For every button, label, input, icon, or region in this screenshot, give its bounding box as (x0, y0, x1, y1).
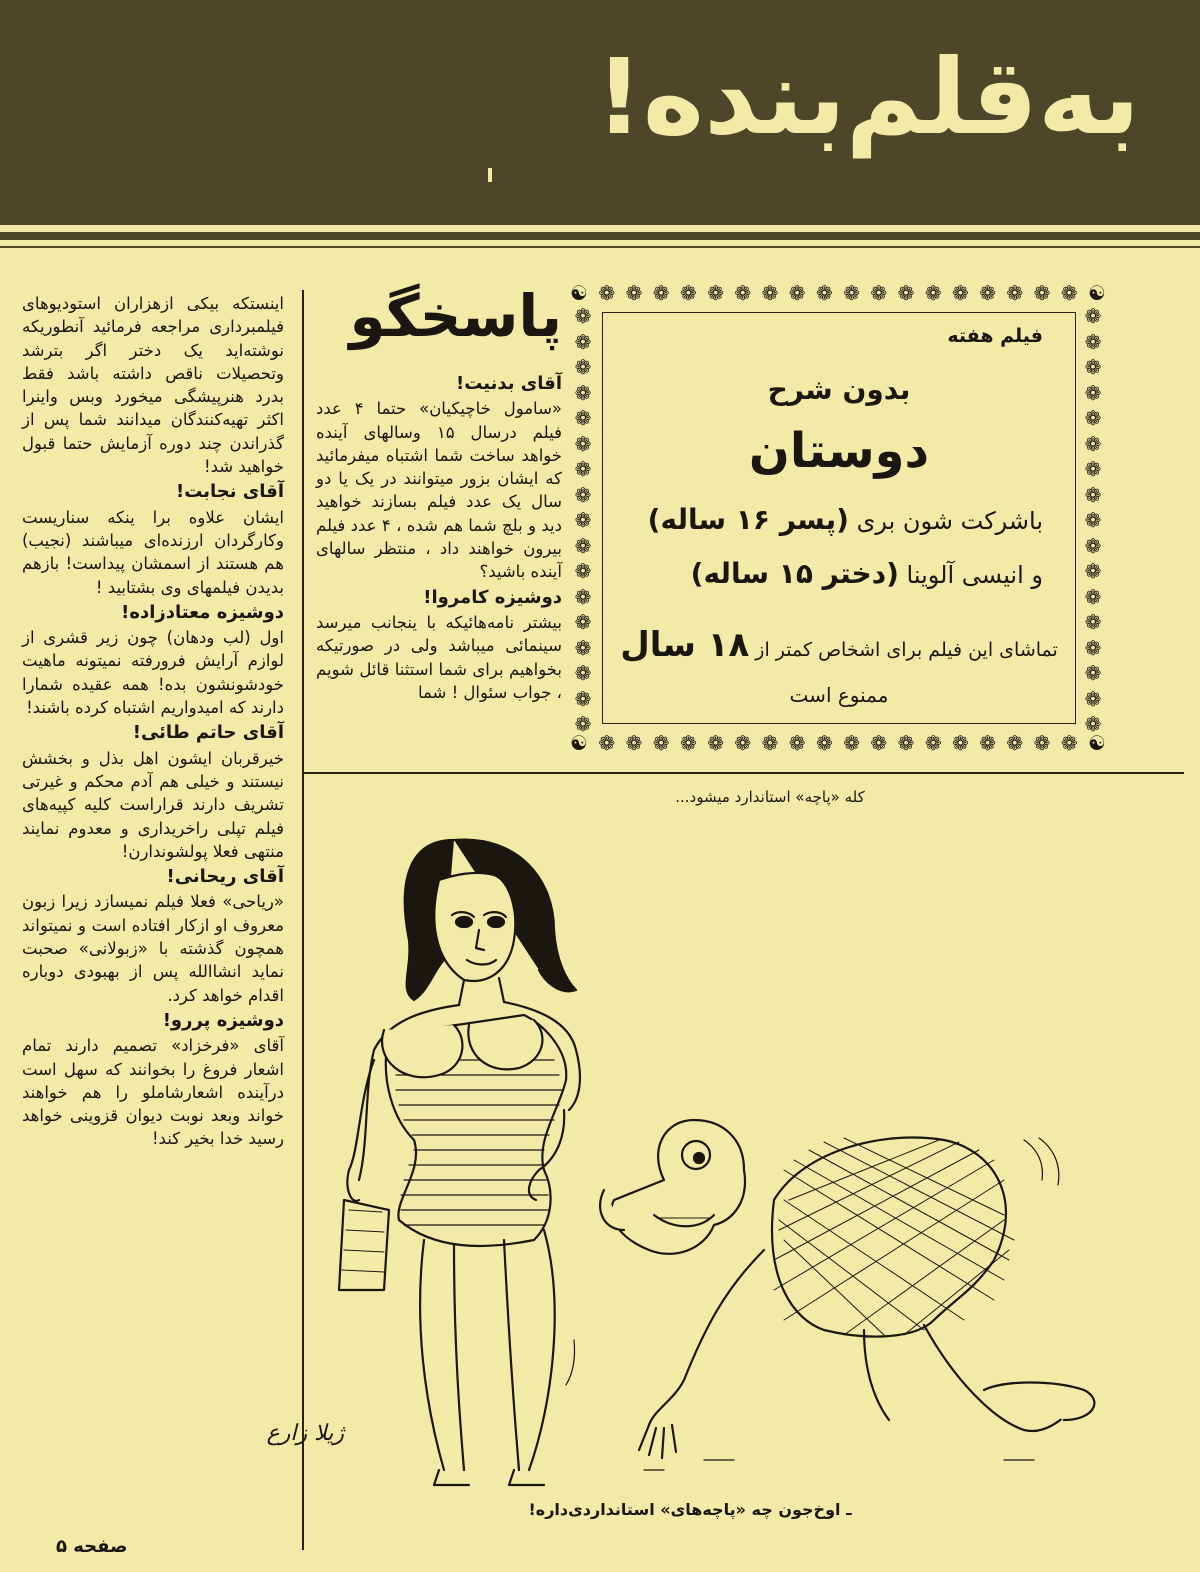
corner-ornament-icon: ☯ (570, 281, 588, 305)
flower-ornament-icon: ❁ (1033, 731, 1051, 755)
film-subtitle: بدون شرح (767, 373, 911, 406)
header-rule-thin (0, 246, 1200, 248)
flower-ornament-icon: ❁ (574, 304, 592, 328)
flower-ornament-icon: ❁ (1060, 731, 1078, 755)
flower-ornament-icon: ❁ (952, 731, 969, 755)
film-box-inner (602, 312, 1076, 724)
flower-ornament-icon: ❁ (652, 731, 670, 755)
answer-heading: دوشیزه کامروا! (423, 586, 562, 608)
woman-legs (420, 1230, 555, 1470)
flower-ornament-icon: ❁ (1084, 329, 1102, 354)
left-text-column (22, 292, 284, 1153)
flower-ornament-icon: ❁ (574, 406, 592, 430)
flower-ornament-icon: ❁ (1084, 610, 1102, 634)
film-kicker: فیلم هفته (947, 325, 1043, 347)
flower-ornament-icon: ❁ (574, 508, 592, 532)
flower-ornament-icon: ❁ (574, 661, 592, 685)
flower-ornament-icon: ❁ (1084, 584, 1102, 609)
cartoon-signature: ژیلا زارع (266, 1421, 344, 1446)
flower-ornament-icon: ❁ (1006, 281, 1024, 305)
flower-ornament-icon: ❁ (734, 281, 752, 305)
flower-ornament-icon: ❁ (1033, 281, 1051, 305)
flower-ornament-icon: ❁ (679, 281, 697, 305)
corner-ornament-icon: ☯ (1088, 731, 1106, 755)
answers-title: پاسخگو (349, 282, 562, 350)
flower-ornament-icon: ❁ (870, 731, 888, 755)
restriction-prefix: تماشای این فیلم برای اشخاص کمتر از (755, 639, 1058, 661)
flower-ornament-icon: ❁ (816, 731, 833, 755)
woman-face (434, 873, 515, 981)
flower-ornament-icon: ❁ (952, 281, 969, 305)
film-title: دوستان (748, 423, 930, 479)
flower-ornament-icon: ❁ (574, 457, 592, 481)
ornament-border-left (570, 306, 596, 734)
header-mark (488, 168, 492, 182)
answer-heading: آقای نجابت! (176, 481, 284, 503)
corner-ornament-icon: ☯ (1088, 281, 1106, 305)
film-of-the-week-box (570, 278, 1106, 758)
flower-ornament-icon: ❁ (843, 731, 860, 755)
answer-paragraph: بیشتر نامه‌هائیکه با ینجانب میرسد سینمائی میباشد ولی در صورتیکه بخواهیم برای شما استثنا قائل شویم ، جواب سئوال ! شما (316, 612, 562, 702)
column-title: به‌قلم‌بنده! (595, 36, 1140, 158)
flower-ornament-icon: ❁ (734, 731, 752, 755)
flower-ornament-icon: ❁ (870, 281, 888, 305)
answer-paragraph: اینستکه بیکی ازهزاران استودیوهای فیلمبرداری مراجعه فرمائید آنطوریکه نوشته‌اید یک دختر اگر بترشد وتحصیلات ناقص داشته باشد فقط بدرد هنرپیشگی میخورد وبس واینرا اکثر تهیه‌کنندگان میدانند شما پس از گذراندن چند دوره آزمایش حتما قبول خواهید شد! (22, 294, 284, 477)
flower-ornament-icon: ❁ (1084, 431, 1102, 456)
flower-ornament-icon: ❁ (1084, 533, 1102, 558)
flower-ornament-icon: ❁ (1084, 482, 1102, 507)
answer-paragraph: «ریاحی» فعلا فیلم نمیسازد زیرا زبون معروف او ازکار افتاده است و نمیتواند همچون گذشته با «زبولانی» صحبت نماید انشاالله پس از بهبودی دوباره اقدام خواهد کرد. (22, 892, 284, 1005)
flower-ornament-icon: ❁ (1060, 281, 1078, 305)
flower-ornament-icon: ❁ (574, 482, 592, 507)
ornament-border-top (570, 278, 1106, 308)
flower-ornament-icon: ❁ (979, 281, 996, 305)
flower-ornament-icon: ❁ (574, 431, 592, 456)
flower-ornament-icon: ❁ (574, 712, 592, 736)
header-rule-thick (0, 232, 1200, 240)
cartoon-caption-top: کله «پاچه» استاندارد میشود... (675, 788, 865, 806)
page-header (0, 0, 1200, 225)
answer-paragraph: «سامول خاچیکیان» حتما ۴ عدد فیلم درسال ۱۵ وسالهای آینده خواهد ساخت شما اشتباه میفرمائید که ایشان بزور میتوانند در یک یا دو سال یک عدد فیلم بسازند خواهید دید و بلچ شما هم شده ، ۴ عدد فیلم بیرون خواهند داد ، منتظر سالهای آینده باشید؟ (316, 399, 562, 582)
answer-heading: دوشیزه پررو! (162, 1009, 284, 1031)
flower-ornament-icon: ❁ (679, 731, 697, 755)
flower-ornament-icon: ❁ (761, 281, 779, 305)
cartoon-illustration (266, 820, 1184, 1500)
flower-ornament-icon: ❁ (574, 329, 592, 354)
flower-ornament-icon: ❁ (897, 731, 915, 755)
flower-ornament-icon: ❁ (1084, 559, 1102, 583)
flower-ornament-icon: ❁ (1084, 686, 1102, 711)
answer-heading: آقای ریحانی! (166, 866, 284, 888)
flower-ornament-icon: ❁ (574, 380, 592, 405)
flower-ornament-icon: ❁ (574, 686, 592, 711)
middle-text-column (316, 370, 562, 706)
flower-ornament-icon: ❁ (574, 559, 592, 583)
flower-ornament-icon: ❁ (625, 731, 643, 755)
cast-line-1-prefix: باشرکت شون بری (856, 507, 1043, 535)
flower-ornament-icon: ❁ (788, 281, 806, 305)
man-head (611, 1120, 745, 1254)
restriction-suffix: ممنوع است (789, 683, 889, 707)
cast-line-1 (603, 503, 1043, 536)
answer-heading: آقای حاتم طائی! (132, 722, 284, 744)
flower-ornament-icon: ❁ (574, 610, 592, 634)
corner-ornament-icon: ☯ (570, 731, 588, 755)
flower-ornament-icon: ❁ (1084, 355, 1102, 379)
flower-ornament-icon: ❁ (1084, 712, 1102, 736)
flower-ornament-icon: ❁ (924, 731, 942, 755)
flower-ornament-icon: ❁ (1084, 635, 1102, 660)
flower-ornament-icon: ❁ (979, 731, 996, 755)
flower-ornament-icon: ❁ (574, 355, 592, 379)
flower-ornament-icon: ❁ (598, 731, 616, 755)
restriction-age: ۱۸ سال (620, 625, 750, 665)
ornament-border-right (1080, 306, 1106, 734)
page-number: صفحه ۵ (56, 1536, 128, 1557)
restriction-line (603, 625, 1075, 665)
flower-ornament-icon: ❁ (924, 281, 942, 305)
flower-ornament-icon: ❁ (1084, 406, 1102, 430)
flower-ornament-icon: ❁ (1084, 661, 1102, 685)
cartoon-top-rule (304, 772, 1184, 774)
cast-line-2-bold: (دختر ۱۵ ساله) (690, 557, 899, 590)
ornament-border-bottom (570, 728, 1106, 758)
flower-ornament-icon: ❁ (707, 731, 724, 755)
flower-ornament-icon: ❁ (707, 281, 724, 305)
flower-ornament-icon: ❁ (897, 281, 915, 305)
cast-line-2 (603, 557, 1043, 590)
answer-paragraph: ایشان علاوه برا ینکه سناریست وکارگردان ارزنده‌ای میباشند (نجیب) هم هستند از اسمشان پیداست! بازهم بدیدن فیلمهای وی بشتابید ! (22, 507, 284, 597)
flower-ornament-icon: ❁ (574, 584, 592, 609)
flower-ornament-icon: ❁ (574, 635, 592, 660)
flower-ornament-icon: ❁ (843, 281, 860, 305)
flower-ornament-icon: ❁ (1084, 508, 1102, 532)
flower-ornament-icon: ❁ (1084, 380, 1102, 405)
flower-ornament-icon: ❁ (598, 281, 616, 305)
flower-ornament-icon: ❁ (574, 533, 592, 558)
cast-line-2-prefix: و انیسی آلوینا (906, 561, 1043, 589)
answer-paragraph: اول (لب ودهان) چون زیر قشری از لوازم آرایش فرورفته نمیتونه ماهیت خودشونشون بده! همه عقیده شمارا دارند که امیدواریم اشتباه کرده باشند! (22, 628, 284, 718)
answer-paragraph: خیرقربان ایشون اهل بذل و بخشش نیستند و خیلی هم آدم محکم و غیرتی تشریف دارند قراراست کلیه کپیه‌های فیلم تپلی راخریداری و معدوم نمایند منتهی فعلا پولشوندارن! (22, 748, 284, 861)
answer-paragraph: آقای «فرخزاد» تصمیم دارند تمام اشعار فروغ را بخوانند که سهل است درآینده اشعارشاملو را هم خواهند خواند وبعد نوبت دیوان قزوینی خواهد رسید خدا بخیر کند! (22, 1036, 284, 1149)
flower-ornament-icon: ❁ (1084, 457, 1102, 481)
flower-ornament-icon: ❁ (1006, 731, 1024, 755)
cartoon-caption-bottom: ـ اوخ‌جون چه «پاچه‌های» استانداردی‌داره! (528, 1500, 852, 1519)
flower-ornament-icon: ❁ (816, 281, 833, 305)
flower-ornament-icon: ❁ (625, 281, 643, 305)
flower-ornament-icon: ❁ (788, 731, 806, 755)
answer-heading: آقای بدنیت! (455, 373, 562, 394)
handbag (339, 1200, 389, 1290)
answer-heading: دوشیزه معتادزاده! (121, 601, 284, 623)
flower-ornament-icon: ❁ (1084, 304, 1102, 328)
flower-ornament-icon: ❁ (761, 731, 779, 755)
flower-ornament-icon: ❁ (652, 281, 670, 305)
cast-line-1-bold: (پسر ۱۶ ساله) (647, 503, 849, 536)
